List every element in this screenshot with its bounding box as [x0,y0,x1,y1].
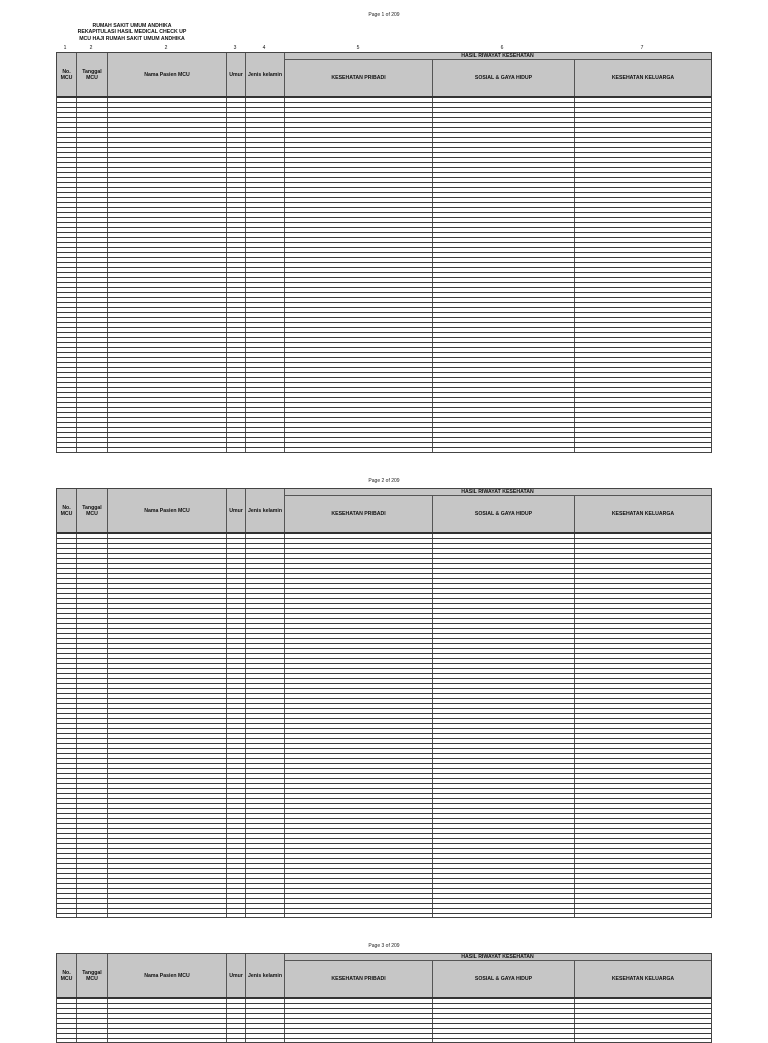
header-umur: Umur [227,489,246,532]
column-number: 3 [233,45,237,51]
page-number: Page 3 of 209 [368,943,400,949]
column-number: 1 [63,45,67,51]
mcu-table [56,52,712,453]
header-no-mcu: No. MCU [57,53,77,96]
page-number: Page 1 of 209 [368,12,400,18]
header-group-riwayat: HASIL RIWAYAT KESEHATAN [284,53,711,60]
page-number: Page 2 of 209 [368,478,400,484]
header-group-riwayat: HASIL RIWAYAT KESEHATAN [284,954,711,961]
header-no-mcu: No. MCU [57,954,77,997]
table-body-rows [57,534,711,917]
hospital-name: RUMAH SAKIT UMUM ANDHIKA [92,23,172,29]
header-tanggal-mcu: Tanggal MCU [77,489,108,532]
report-title: REKAPITULASI HASIL MEDICAL CHECK UP [77,29,187,36]
header-kesehatan-pribadi: KESEHATAN PRIBADI [285,496,433,532]
header-nama-pasien: Nama Pasien MCU [108,53,227,96]
header-no-mcu: No. MCU [57,489,77,532]
column-numbers [56,45,712,52]
header-jenis-kelamin: Jenis kelamin [246,954,285,997]
header-umur: Umur [227,954,246,997]
header-jenis-kelamin: Jenis kelamin [246,489,285,532]
header-kesehatan-keluarga: KESEHATAN KELUARGA [611,976,675,982]
header-tanggal-mcu: Tanggal MCU [77,954,108,997]
column-number: 7 [640,45,644,51]
column-number: 4 [262,45,266,51]
report-subtitle: MCU HAJI RUMAH SAKIT UMUM ANDHIKA [79,35,185,42]
table-header [57,53,711,98]
column-number: 5 [356,45,360,51]
header-kesehatan-pribadi: KESEHATAN PRIBADI [285,60,433,96]
table-body-rows [57,98,711,452]
header-tanggal-mcu: Tanggal MCU [77,53,108,96]
header-umur: Umur [227,53,246,96]
header-sosial-gaya-hidup: SOSIAL & GAYA HIDUP [433,60,575,96]
table-header [57,954,711,999]
table-header [57,489,711,534]
header-nama-pasien: Nama Pasien MCU [108,954,227,997]
mcu-table [56,488,712,918]
header-kesehatan-keluarga: KESEHATAN KELUARGA [611,75,675,81]
header-nama-pasien: Nama Pasien MCU [108,489,227,532]
header-kesehatan-pribadi: KESEHATAN PRIBADI [285,961,433,997]
header-sosial-gaya-hidup: SOSIAL & GAYA HIDUP [433,496,575,532]
header-group-riwayat: HASIL RIWAYAT KESEHATAN [284,489,711,496]
table-body-rows [57,999,711,1042]
column-number: 6 [500,45,504,51]
header-jenis-kelamin: Jenis kelamin [246,53,285,96]
header-sosial-gaya-hidup: SOSIAL & GAYA HIDUP [433,961,575,997]
mcu-table [56,953,712,1043]
document-title [62,23,202,42]
column-number: 2 [164,45,168,51]
column-number: 2 [89,45,93,51]
header-kesehatan-keluarga: KESEHATAN KELUARGA [611,511,675,517]
